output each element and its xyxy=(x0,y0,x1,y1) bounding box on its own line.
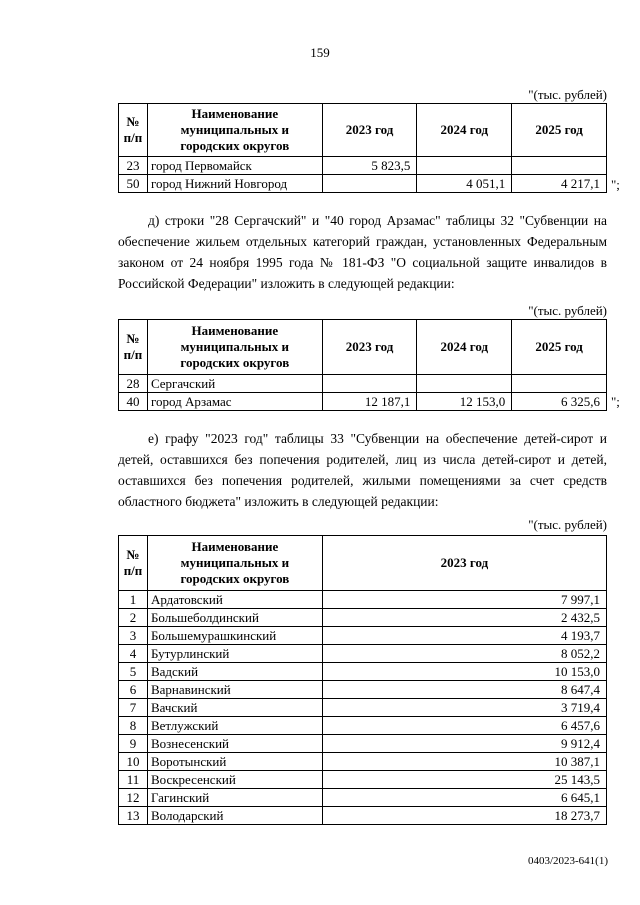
value-2023: 7 997,1 xyxy=(322,591,606,609)
municipality-name: Вачский xyxy=(147,699,322,717)
row-number: 28 xyxy=(119,375,148,393)
table-row xyxy=(119,375,607,393)
table-2 xyxy=(118,319,607,411)
row-number: 4 xyxy=(119,645,148,663)
header-num: № п/п xyxy=(119,536,148,591)
value-2023: 12 187,1 xyxy=(322,393,417,411)
municipality-name: Володарский xyxy=(147,807,322,825)
unit-label: "(тыс. рублей) xyxy=(528,303,607,318)
unit-label: "(тыс. рублей) xyxy=(528,517,607,532)
value-2024: 12 153,0 xyxy=(417,393,512,411)
value-2023: 8 052,2 xyxy=(322,645,606,663)
table-row xyxy=(119,175,607,193)
municipality-name: Ардатовский xyxy=(147,591,322,609)
header-2025: 2025 год xyxy=(512,104,607,157)
header-2024: 2024 год xyxy=(417,104,512,157)
value-2023: 9 912,4 xyxy=(322,735,606,753)
municipality-name: Ветлужский xyxy=(147,717,322,735)
value-2023: 8 647,4 xyxy=(322,681,606,699)
table-2-suffix: "; xyxy=(611,394,620,409)
value-2025 xyxy=(512,375,607,393)
table-row xyxy=(119,753,607,771)
table-row xyxy=(119,699,607,717)
row-number: 8 xyxy=(119,717,148,735)
value-2024: 4 051,1 xyxy=(417,175,512,193)
municipality-name: Воротынский xyxy=(147,753,322,771)
value-2023: 3 719,4 xyxy=(322,699,606,717)
header-2023: 2023 год xyxy=(322,320,417,375)
table-row xyxy=(119,717,607,735)
municipality-name: город Нижний Новгород xyxy=(147,175,322,193)
row-number: 23 xyxy=(119,157,148,175)
row-number: 40 xyxy=(119,393,148,411)
municipality-name: Варнавинский xyxy=(147,681,322,699)
row-number: 6 xyxy=(119,681,148,699)
table-row xyxy=(119,591,607,609)
header-name: Наименование муниципальных и городских округов xyxy=(147,320,322,375)
table-1 xyxy=(118,103,607,193)
row-number: 1 xyxy=(119,591,148,609)
municipality-name: город Первомайск xyxy=(147,157,322,175)
value-2023 xyxy=(322,375,417,393)
table-row xyxy=(119,735,607,753)
value-2023: 10 387,1 xyxy=(322,753,606,771)
header-2023: 2023 год xyxy=(322,536,606,591)
header-2025: 2025 год xyxy=(512,320,607,375)
row-number: 12 xyxy=(119,789,148,807)
row-number: 50 xyxy=(119,175,148,193)
header-num: № п/п xyxy=(119,104,148,157)
table-row xyxy=(119,609,607,627)
table-3 xyxy=(118,535,607,825)
header-2023: 2023 год xyxy=(322,104,417,157)
unit-label: "(тыс. рублей) xyxy=(528,87,607,102)
value-2025: 4 217,1 xyxy=(512,175,607,193)
municipality-name: Большеболдинский xyxy=(147,609,322,627)
value-2023: 6 645,1 xyxy=(322,789,606,807)
table-row xyxy=(119,393,607,411)
header-name: Наименование муниципальных и городских округов xyxy=(147,104,322,157)
row-number: 2 xyxy=(119,609,148,627)
paragraph-e: е) графу "2023 год" таблицы 33 "Субвенции на обеспечение детей-сирот и детей, оставшихся без попечения родителей, лиц из числа детей-сирот и детей, оставшихся без попечения родителей, жилыми помещениями за счет средств областного бюджета" изложить в следующей редакции: xyxy=(118,431,607,509)
table-row xyxy=(119,681,607,699)
municipality-name: город Арзамас xyxy=(147,393,322,411)
municipality-name: Бутурлинский xyxy=(147,645,322,663)
municipality-name: Гагинский xyxy=(147,789,322,807)
value-2023: 4 193,7 xyxy=(322,627,606,645)
value-2023 xyxy=(322,175,417,193)
table-row xyxy=(119,771,607,789)
value-2025 xyxy=(512,157,607,175)
value-2023: 10 153,0 xyxy=(322,663,606,681)
value-2023: 2 432,5 xyxy=(322,609,606,627)
value-2023: 18 273,7 xyxy=(322,807,606,825)
value-2023: 5 823,5 xyxy=(322,157,417,175)
value-2024 xyxy=(417,157,512,175)
row-number: 11 xyxy=(119,771,148,789)
header-num: № п/п xyxy=(119,320,148,375)
value-2024 xyxy=(417,375,512,393)
header-2024: 2024 год xyxy=(417,320,512,375)
table-1-suffix: "; xyxy=(611,177,620,192)
row-number: 5 xyxy=(119,663,148,681)
row-number: 10 xyxy=(119,753,148,771)
row-number: 9 xyxy=(119,735,148,753)
row-number: 3 xyxy=(119,627,148,645)
municipality-name: Вадский xyxy=(147,663,322,681)
table-row xyxy=(119,627,607,645)
row-number: 7 xyxy=(119,699,148,717)
table-row xyxy=(119,157,607,175)
row-number: 13 xyxy=(119,807,148,825)
municipality-name: Сергачский xyxy=(147,375,322,393)
municipality-name: Вознесенский xyxy=(147,735,322,753)
value-2023: 6 457,6 xyxy=(322,717,606,735)
page-number: 159 xyxy=(310,45,330,60)
table-row xyxy=(119,789,607,807)
municipality-name: Большемурашкинский xyxy=(147,627,322,645)
value-2025: 6 325,6 xyxy=(512,393,607,411)
table-row xyxy=(119,645,607,663)
value-2023: 25 143,5 xyxy=(322,771,606,789)
table-row xyxy=(119,663,607,681)
header-name: Наименование муниципальных и городских округов xyxy=(147,536,322,591)
document-code: 0403/2023-641(1) xyxy=(527,855,608,867)
table-row xyxy=(119,807,607,825)
municipality-name: Воскресенский xyxy=(147,771,322,789)
paragraph-d: д) строки "28 Сергачский" и "40 город Арзамас" таблицы 32 "Субвенции на обеспечение жильем отдельных категорий граждан, установленных Федеральным законом от 24 ноября 1995 года № 181-ФЗ "О социальной защите инвалидов в Российской Федерации" изложить в следующей редакции: xyxy=(118,213,607,291)
